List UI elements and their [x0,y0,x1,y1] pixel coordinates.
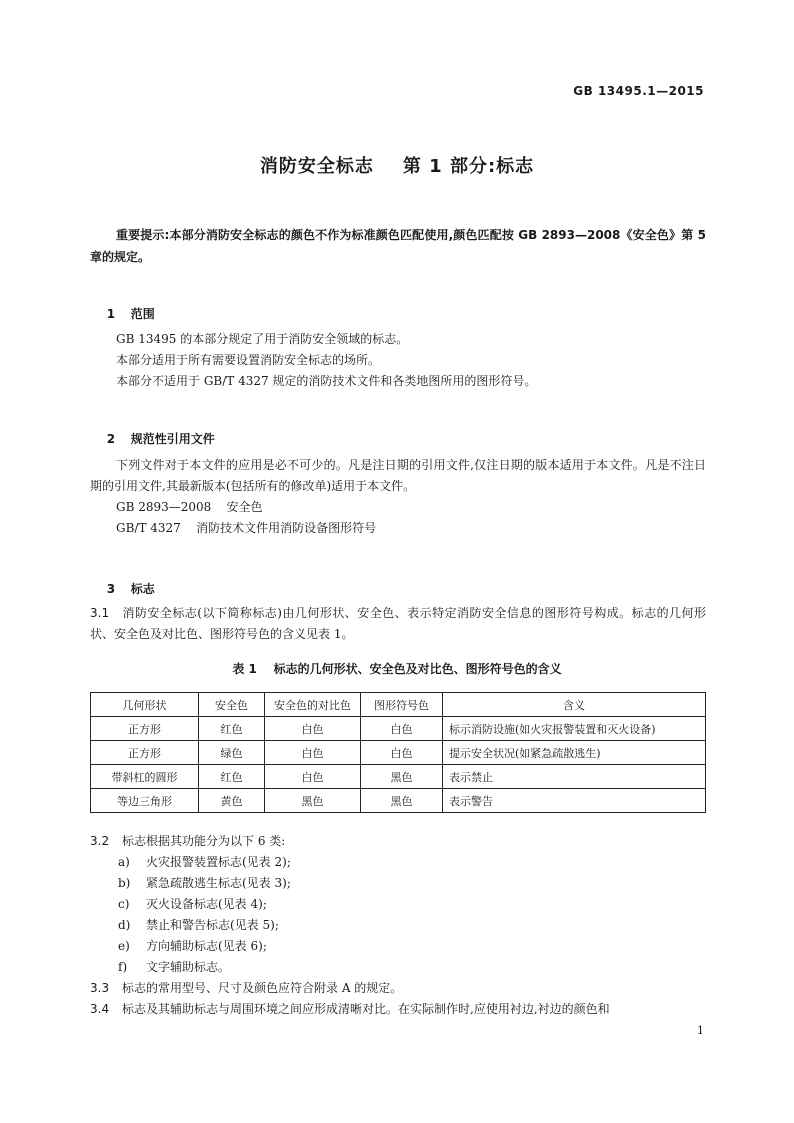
category-list [118,852,291,978]
table-row [91,789,706,813]
list-label: b) [118,876,131,890]
table-cell: 黑色 [265,789,361,813]
table-row [91,741,706,765]
column-header: 安全色 [199,693,265,717]
list-text: 禁止和警告标志(见表 5); [146,918,279,932]
table-cell: 白色 [265,717,361,741]
table-cell: 白色 [265,765,361,789]
column-header: 含义 [443,693,706,717]
list-label: d) [118,918,131,932]
list-label: f) [118,960,128,974]
table-cell: 标示消防设施(如火灾报警装置和灭火设备) [443,717,706,741]
section-number: 1 [106,307,116,321]
table-cell: 表示禁止 [443,765,706,789]
clause-3-1 [90,603,706,645]
clause-text: 标志根据其功能分为以下 6 类: [122,834,286,848]
section-title: 标志 [130,582,155,596]
table-cell: 红色 [199,717,265,741]
normative-references [90,497,706,539]
table-cell: 红色 [199,765,265,789]
table-cell: 白色 [265,741,361,765]
clause-text: 标志及其辅助标志与周围环境之间应形成清晰对比。在实际制作时,应使用衬边,衬边的颜色和 [122,1002,610,1016]
paragraph-line: 本部分不适用于 GB/T 4327 规定的消防技术文件和各类地图所用的图形符号。 [116,374,537,388]
list-item [118,957,291,978]
paragraph-line: GB 13495 的本部分规定了用于消防安全领域的标志。 [116,332,409,346]
column-header: 图形符号色 [361,693,443,717]
reference-item: GB/T 4327 消防技术文件用消防设备图形符号 [116,521,377,535]
column-header: 安全色的对比色 [265,693,361,717]
list-item [118,873,291,894]
section-number: 3 [106,582,116,596]
table-header-row [91,693,706,717]
table-cell: 正方形 [91,741,199,765]
section-title: 范围 [130,307,155,321]
paragraph-line: 本部分适用于所有需要设置消防安全标志的场所。 [116,353,381,367]
table-row [91,717,706,741]
clause-number: 3.3 [90,981,110,995]
list-text: 灭火设备标志(见表 4); [146,897,267,911]
table-cell: 带斜杠的圆形 [91,765,199,789]
section-1-body [90,329,706,392]
list-text: 火灾报警装置标志(见表 2); [146,855,291,869]
list-item [118,936,291,957]
clause-number: 3.4 [90,1002,110,1016]
clause-3-4 [90,999,706,1020]
list-item [118,915,291,936]
list-label: a) [118,855,130,869]
list-item [118,852,291,873]
list-text: 文字辅助标志。 [146,960,231,974]
table-cell: 白色 [361,741,443,765]
clause-number: 3.1 [90,606,110,620]
clause-3-3 [90,978,706,999]
document-title: 消防安全标志 第 1 部分:标志 [259,156,535,177]
table-cell: 白色 [361,717,443,741]
clause-text: 消防安全标志(以下简称标志)由几何形状、安全色、表示特定消防安全信息的图形符号构成。标志的几何形状、安全色及对比色、图形符号色的含义见表 1。 [90,606,706,641]
table-cell: 正方形 [91,717,199,741]
column-header: 几何形状 [91,693,199,717]
table-row [91,765,706,789]
clause-number: 3.2 [90,834,110,848]
table-cell: 黄色 [199,789,265,813]
list-text: 紧急疏散逃生标志(见表 3); [146,876,291,890]
table-cell: 黑色 [361,789,443,813]
table-cell: 绿色 [199,741,265,765]
table-caption: 表 1 标志的几何形状、安全色及对比色、图形符号色的含义 [232,662,562,676]
page-number: 1 [697,1024,704,1037]
reference-item: GB 2893—2008 安全色 [116,500,263,514]
clause-3-2 [90,831,706,852]
table-cell: 表示警告 [443,789,706,813]
list-text: 方向辅助标志(见表 6); [146,939,267,953]
table-cell: 等边三角形 [91,789,199,813]
meaning-table [90,692,706,813]
section-title: 规范性引用文件 [130,432,215,446]
list-label: c) [118,897,130,911]
section-2-intro: 下列文件对于本文件的应用是必不可少的。凡是注日期的引用文件,仅注日期的版本适用于本文件。凡是不注日期的引用文件,其最新版本(包括所有的修改单)适用于本文件。 [90,458,706,493]
important-notice: 重要提示:本部分消防安全标志的颜色不作为标准颜色匹配使用,颜色匹配按 GB 2893—2008《安全色》第 5 章的规定。 [90,228,706,264]
table-cell: 提示安全状况(如紧急疏散逃生) [443,741,706,765]
table-cell: 黑色 [361,765,443,789]
section-number: 2 [106,432,116,446]
standard-number: GB 13495.1—2015 [573,84,704,98]
list-item [118,894,291,915]
list-label: e) [118,939,130,953]
clause-text: 标志的常用型号、尺寸及颜色应符合附录 A 的规定。 [122,981,403,995]
